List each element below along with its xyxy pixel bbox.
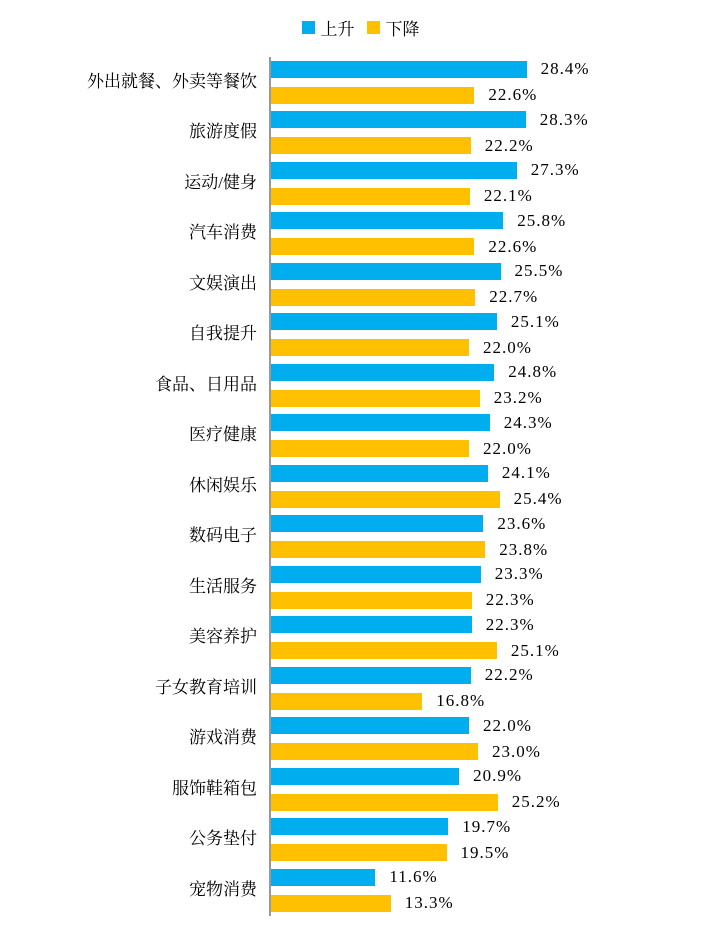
- bar-line: [271, 792, 721, 812]
- chart-row: [0, 512, 721, 563]
- bar-上升: [271, 869, 375, 886]
- value-label: 25.1%: [510, 640, 560, 660]
- value-label: 19.7%: [462, 816, 512, 836]
- bar-line: [271, 766, 721, 786]
- value-label: 22.3%: [485, 590, 535, 610]
- chart-row: [0, 57, 721, 108]
- category-label: 美容养护: [189, 627, 257, 647]
- chart-row: [0, 411, 721, 462]
- value-label: 22.1%: [483, 186, 533, 206]
- bar-line: [271, 362, 721, 382]
- bar-chart: [0, 57, 721, 916]
- chart-row: [0, 764, 721, 815]
- bar-group: [269, 562, 721, 613]
- value-label: 11.6%: [389, 867, 438, 887]
- category-label: 自我提升: [189, 324, 257, 344]
- bar-下降: [271, 592, 472, 609]
- value-label: 24.8%: [508, 362, 558, 382]
- value-label: 16.8%: [436, 691, 486, 711]
- bar-上升: [271, 111, 526, 128]
- category-label: 数码电子: [189, 526, 257, 546]
- bar-group: [269, 158, 721, 209]
- category-label: 宠物消费: [189, 879, 257, 899]
- bar-group: [269, 360, 721, 411]
- bar-line: [271, 615, 721, 635]
- value-label: 22.6%: [488, 85, 538, 105]
- value-label: 22.2%: [484, 665, 534, 685]
- bar-group: [269, 108, 721, 159]
- chart-row: [0, 613, 721, 664]
- bar-下降: [271, 693, 422, 710]
- chart-row: [0, 310, 721, 361]
- value-label: 27.3%: [530, 160, 580, 180]
- value-label: 25.8%: [517, 210, 567, 230]
- value-label: 25.1%: [510, 311, 560, 331]
- legend-label-rise: 上升: [320, 19, 355, 39]
- value-label: 22.0%: [483, 438, 532, 458]
- value-label: 13.3%: [404, 893, 454, 913]
- value-label: 25.5%: [514, 261, 564, 281]
- bar-line: [271, 742, 721, 762]
- bar-上升: [271, 616, 472, 633]
- bar-line: [271, 893, 721, 913]
- value-label: 20.9%: [473, 766, 523, 786]
- bar-上升: [271, 414, 490, 431]
- bar-上升: [271, 667, 471, 684]
- category-label: 子女教育培训: [155, 677, 257, 697]
- value-label: 23.8%: [499, 539, 549, 559]
- bar-line: [271, 540, 721, 560]
- value-label: 23.6%: [497, 513, 547, 533]
- bar-下降: [271, 339, 469, 356]
- value-label: 23.2%: [493, 388, 543, 408]
- value-label: 28.4%: [540, 59, 590, 79]
- bar-line: [271, 817, 721, 837]
- bar-line: [271, 237, 721, 257]
- bar-group: [269, 57, 721, 108]
- bar-上升: [271, 515, 483, 532]
- bar-上升: [271, 717, 469, 734]
- chart-rows: [0, 57, 721, 916]
- value-label: 22.3%: [485, 614, 535, 634]
- bar-group: [269, 613, 721, 664]
- bar-line: [271, 110, 721, 130]
- bar-line: [271, 564, 721, 584]
- category-label: 外出就餐、外卖等餐饮: [87, 71, 257, 91]
- bar-group: [269, 865, 721, 916]
- chart-row: [0, 461, 721, 512]
- chart-row: [0, 815, 721, 866]
- bar-group: [269, 663, 721, 714]
- bar-上升: [271, 768, 459, 785]
- bar-上升: [271, 212, 503, 229]
- bar-line: [271, 691, 721, 711]
- value-label: 23.3%: [494, 564, 544, 584]
- bar-下降: [271, 390, 480, 407]
- bar-group: [269, 461, 721, 512]
- bar-下降: [271, 844, 447, 861]
- value-label: 23.0%: [492, 741, 541, 761]
- bar-line: [271, 136, 721, 156]
- chart-row: [0, 158, 721, 209]
- bar-group: [269, 209, 721, 260]
- bar-line: [271, 85, 721, 105]
- decline-legend-swatch-icon: [367, 21, 380, 34]
- bar-line: [271, 59, 721, 79]
- bar-下降: [271, 743, 478, 760]
- bar-line: [271, 716, 721, 736]
- bar-group: [269, 815, 721, 866]
- category-label: 休闲娱乐: [189, 475, 257, 495]
- bar-上升: [271, 313, 497, 330]
- bar-上升: [271, 566, 481, 583]
- bar-line: [271, 211, 721, 231]
- category-label: 食品、日用品: [155, 374, 257, 394]
- legend-label-decline: 下降: [385, 19, 420, 39]
- bar-下降: [271, 895, 391, 912]
- value-label: 25.4%: [513, 489, 563, 509]
- value-label: 22.7%: [489, 287, 539, 307]
- category-label: 运动/健身: [184, 172, 257, 192]
- category-label: 医疗健康: [189, 425, 257, 445]
- category-label: 旅游度假: [189, 122, 257, 142]
- legend-item-rise: [302, 15, 355, 40]
- category-label: 游戏消费: [189, 728, 257, 748]
- bar-下降: [271, 87, 474, 104]
- bar-line: [271, 843, 721, 863]
- bar-下降: [271, 642, 497, 659]
- bar-group: [269, 512, 721, 563]
- chart-row: [0, 209, 721, 260]
- value-label: 24.3%: [503, 412, 553, 432]
- bar-上升: [271, 263, 501, 280]
- chart-row: [0, 663, 721, 714]
- bar-line: [271, 338, 721, 358]
- value-label: 19.5%: [460, 842, 510, 862]
- bar-group: [269, 764, 721, 815]
- bar-上升: [271, 61, 527, 78]
- bar-line: [271, 312, 721, 332]
- value-label: 24.1%: [501, 463, 551, 483]
- bar-下降: [271, 188, 470, 205]
- bar-下降: [271, 238, 474, 255]
- bar-下降: [271, 491, 500, 508]
- category-label: 汽车消费: [189, 223, 257, 243]
- category-label: 公务垫付: [189, 829, 257, 849]
- value-label: 22.0%: [483, 715, 532, 735]
- bar-line: [271, 287, 721, 307]
- chart-row: [0, 259, 721, 310]
- value-label: 22.0%: [483, 337, 532, 357]
- chart-legend: [0, 0, 721, 41]
- value-label: 25.2%: [511, 792, 561, 812]
- bar-line: [271, 665, 721, 685]
- bar-line: [271, 439, 721, 459]
- bar-line: [271, 590, 721, 610]
- chart-row: [0, 714, 721, 765]
- chart-row: [0, 360, 721, 411]
- chart-row: [0, 108, 721, 159]
- chart-row: [0, 865, 721, 916]
- bar-group: [269, 310, 721, 361]
- bar-line: [271, 463, 721, 483]
- bar-下降: [271, 440, 469, 457]
- bar-line: [271, 186, 721, 206]
- value-label: 28.3%: [539, 109, 589, 129]
- value-label: 22.6%: [488, 236, 538, 256]
- rise-legend-swatch-icon: [302, 21, 315, 34]
- category-label: 文娱演出: [189, 273, 257, 293]
- bar-上升: [271, 162, 517, 179]
- bar-下降: [271, 541, 485, 558]
- category-label: 服饰鞋箱包: [172, 778, 257, 798]
- category-label: 生活服务: [189, 576, 257, 596]
- bar-line: [271, 867, 721, 887]
- bar-group: [269, 411, 721, 462]
- bar-line: [271, 261, 721, 281]
- bar-上升: [271, 818, 448, 835]
- bar-line: [271, 388, 721, 408]
- bar-line: [271, 160, 721, 180]
- bar-上升: [271, 465, 488, 482]
- chart-row: [0, 562, 721, 613]
- bar-line: [271, 514, 721, 534]
- legend-item-decline: [367, 15, 420, 40]
- bar-line: [271, 641, 721, 661]
- bar-下降: [271, 289, 475, 306]
- bar-group: [269, 259, 721, 310]
- bar-上升: [271, 364, 494, 381]
- value-label: 22.2%: [484, 135, 534, 155]
- bar-下降: [271, 794, 498, 811]
- bar-line: [271, 413, 721, 433]
- bar-group: [269, 714, 721, 765]
- bar-line: [271, 489, 721, 509]
- bar-下降: [271, 137, 471, 154]
